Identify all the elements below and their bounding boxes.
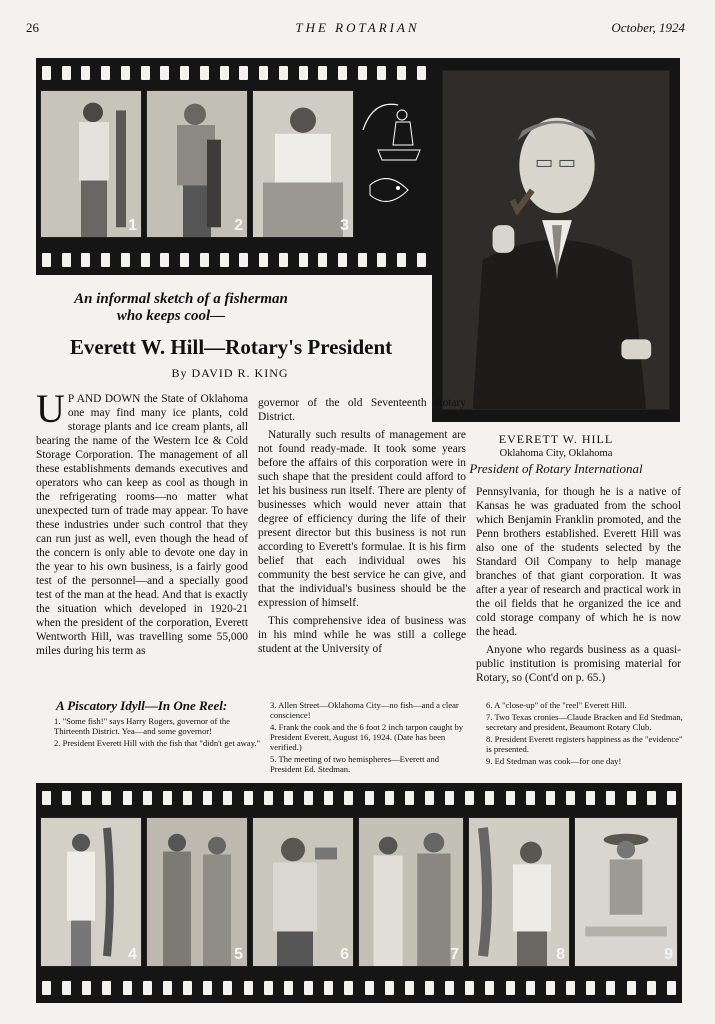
article-byline: By DAVID R. KING bbox=[171, 366, 289, 380]
reel-item: 8. President Everett registers happiness as the "evidence" is presented. bbox=[486, 734, 683, 754]
frame-number: 9 bbox=[664, 946, 673, 963]
portrait-city: Oklahoma City, Oklahoma bbox=[499, 448, 613, 459]
reel-list-col-1 bbox=[54, 716, 262, 750]
reel-list-col-3 bbox=[486, 700, 686, 768]
fisherman-sketch bbox=[358, 90, 428, 238]
photo-frame-7 bbox=[358, 817, 464, 967]
page-number: 26 bbox=[26, 20, 39, 35]
article-column-3 bbox=[476, 485, 681, 689]
reel-item: 6. A "close-up" of the "reel" Everett Hill. bbox=[486, 700, 627, 710]
photo-frame-2 bbox=[146, 90, 248, 238]
reel-list-col-2 bbox=[270, 700, 470, 776]
reel-item: 7. Two Texas cronies—Claude Bracken and Ed Stedman, secretary and president, Beaumont Rotary Club. bbox=[486, 712, 683, 732]
lead-line-1: An informal sketch of a fisherman bbox=[74, 291, 288, 307]
photo-frame-9 bbox=[574, 817, 678, 967]
frame-number: 8 bbox=[556, 946, 565, 963]
frame-number: 7 bbox=[450, 946, 459, 963]
portrait-role: President of Rotary International bbox=[469, 461, 643, 476]
reel-item: 4. Frank the cook and the 6 foot 2 inch tarpon caught by President Everett, August 16, 1924. (Date has been verified.) bbox=[270, 722, 464, 752]
portrait-frame bbox=[432, 58, 680, 422]
reel-item: 3. Allen Street—Oklahoma City—no fish—and a clear conscience! bbox=[270, 700, 459, 720]
photo-frame-5 bbox=[146, 817, 248, 967]
column-paragraph: Naturally such results of management are not found ready-made. It took some years before the affairs of this corporation were in such shape that the president could afford to let his business run itself. There are plenty of businesses which would never attain that degree of efficiency during the life of their present director but this business is not run according to Everett's formulae. It is his firm belief that each individual owes his community the best service he can give, and that the individual's business should be the expression of himself. bbox=[258, 429, 466, 609]
article-title: Everett W. Hill—Rotary's President bbox=[69, 335, 393, 359]
article-column-1 bbox=[36, 386, 248, 662]
column-paragraph: governor of the old Seventeenth Rotary District. bbox=[258, 397, 466, 423]
frame-number: 2 bbox=[234, 217, 243, 234]
column-paragraph: This comprehensive idea of business was in his mind while he was still a college student at the University of bbox=[258, 615, 466, 655]
photo-frame-3 bbox=[252, 90, 354, 238]
frame-number: 5 bbox=[234, 946, 243, 963]
reel-item: 2. President Everett Hill with the fish that "didn't get away." bbox=[54, 738, 261, 748]
drop-cap: U bbox=[36, 386, 65, 431]
photo-frame-1 bbox=[40, 90, 142, 238]
column-paragraph: P AND DOWN the State of Oklahoma one may find many ice plants, cold storage plants and ice cream plants, all bearing the name of the Western Ice & Cold Storage Corporation. The management of all these establishments demands executives and operators who can keep as cool as though in the refrigerating rooms—no matter what unexpected turn of trade may appear. To have these industries under such control that they can run just as well, even though the head of the concern is only able to devote one day in the year to his own business, is a fairly good test of the personnel—and a specially good test of the man at the head. And that is exactly the situation which developed in 1920-21 when the president of the corporation, Everett Wentworth Hill, was travelling some 55,000 miles during his term as bbox=[36, 393, 248, 657]
portrait-name: EVERETT W. HILL bbox=[498, 432, 614, 446]
frame-number: 1 bbox=[128, 217, 137, 234]
issue-date: October, 1924 bbox=[611, 20, 685, 35]
top-filmstrip bbox=[36, 58, 432, 275]
lead-line-2: who keeps cool— bbox=[116, 308, 226, 324]
reel-item: 9. Ed Stedman was cook—for one day! bbox=[486, 756, 622, 766]
column-paragraph: Pennsylvania, for though he is a native of Kansas he was graduated from the school which Benjamin Franklin promoted, and the Penn brothers established. Everett Hill was also one of the students selected by the Standard Oil Company to help manage branches of that giant corporation. It was after a year of research and practical work in the oil fields that he organized the ice and cold storage company of which he is now the head. bbox=[476, 486, 681, 638]
bottom-filmstrip bbox=[36, 783, 682, 1003]
photo-frame-4 bbox=[40, 817, 142, 967]
column-paragraph: Anyone who regards business as a quasi-public institution is promising material for Rotary, so (Cont'd on p. 65.) bbox=[476, 644, 681, 684]
article-column-2 bbox=[258, 396, 466, 660]
photo-frame-8 bbox=[468, 817, 570, 967]
reel-item: 5. The meeting of two hemispheres—Everett and President Ed. Stedman. bbox=[270, 754, 440, 774]
reel-item: 1. "Some fish!" says Harry Rogers, governor of the Thirteenth District. Yea—and some governor! bbox=[54, 716, 230, 736]
photo-frame-6 bbox=[252, 817, 354, 967]
frame-number: 4 bbox=[128, 946, 137, 963]
frame-number: 3 bbox=[340, 217, 349, 234]
frame-number: 6 bbox=[340, 946, 349, 963]
magazine-title: THE ROTARIAN bbox=[295, 20, 420, 35]
reel-title: A Piscatory Idyll—In One Reel: bbox=[56, 698, 228, 713]
portrait-photo bbox=[442, 70, 670, 410]
